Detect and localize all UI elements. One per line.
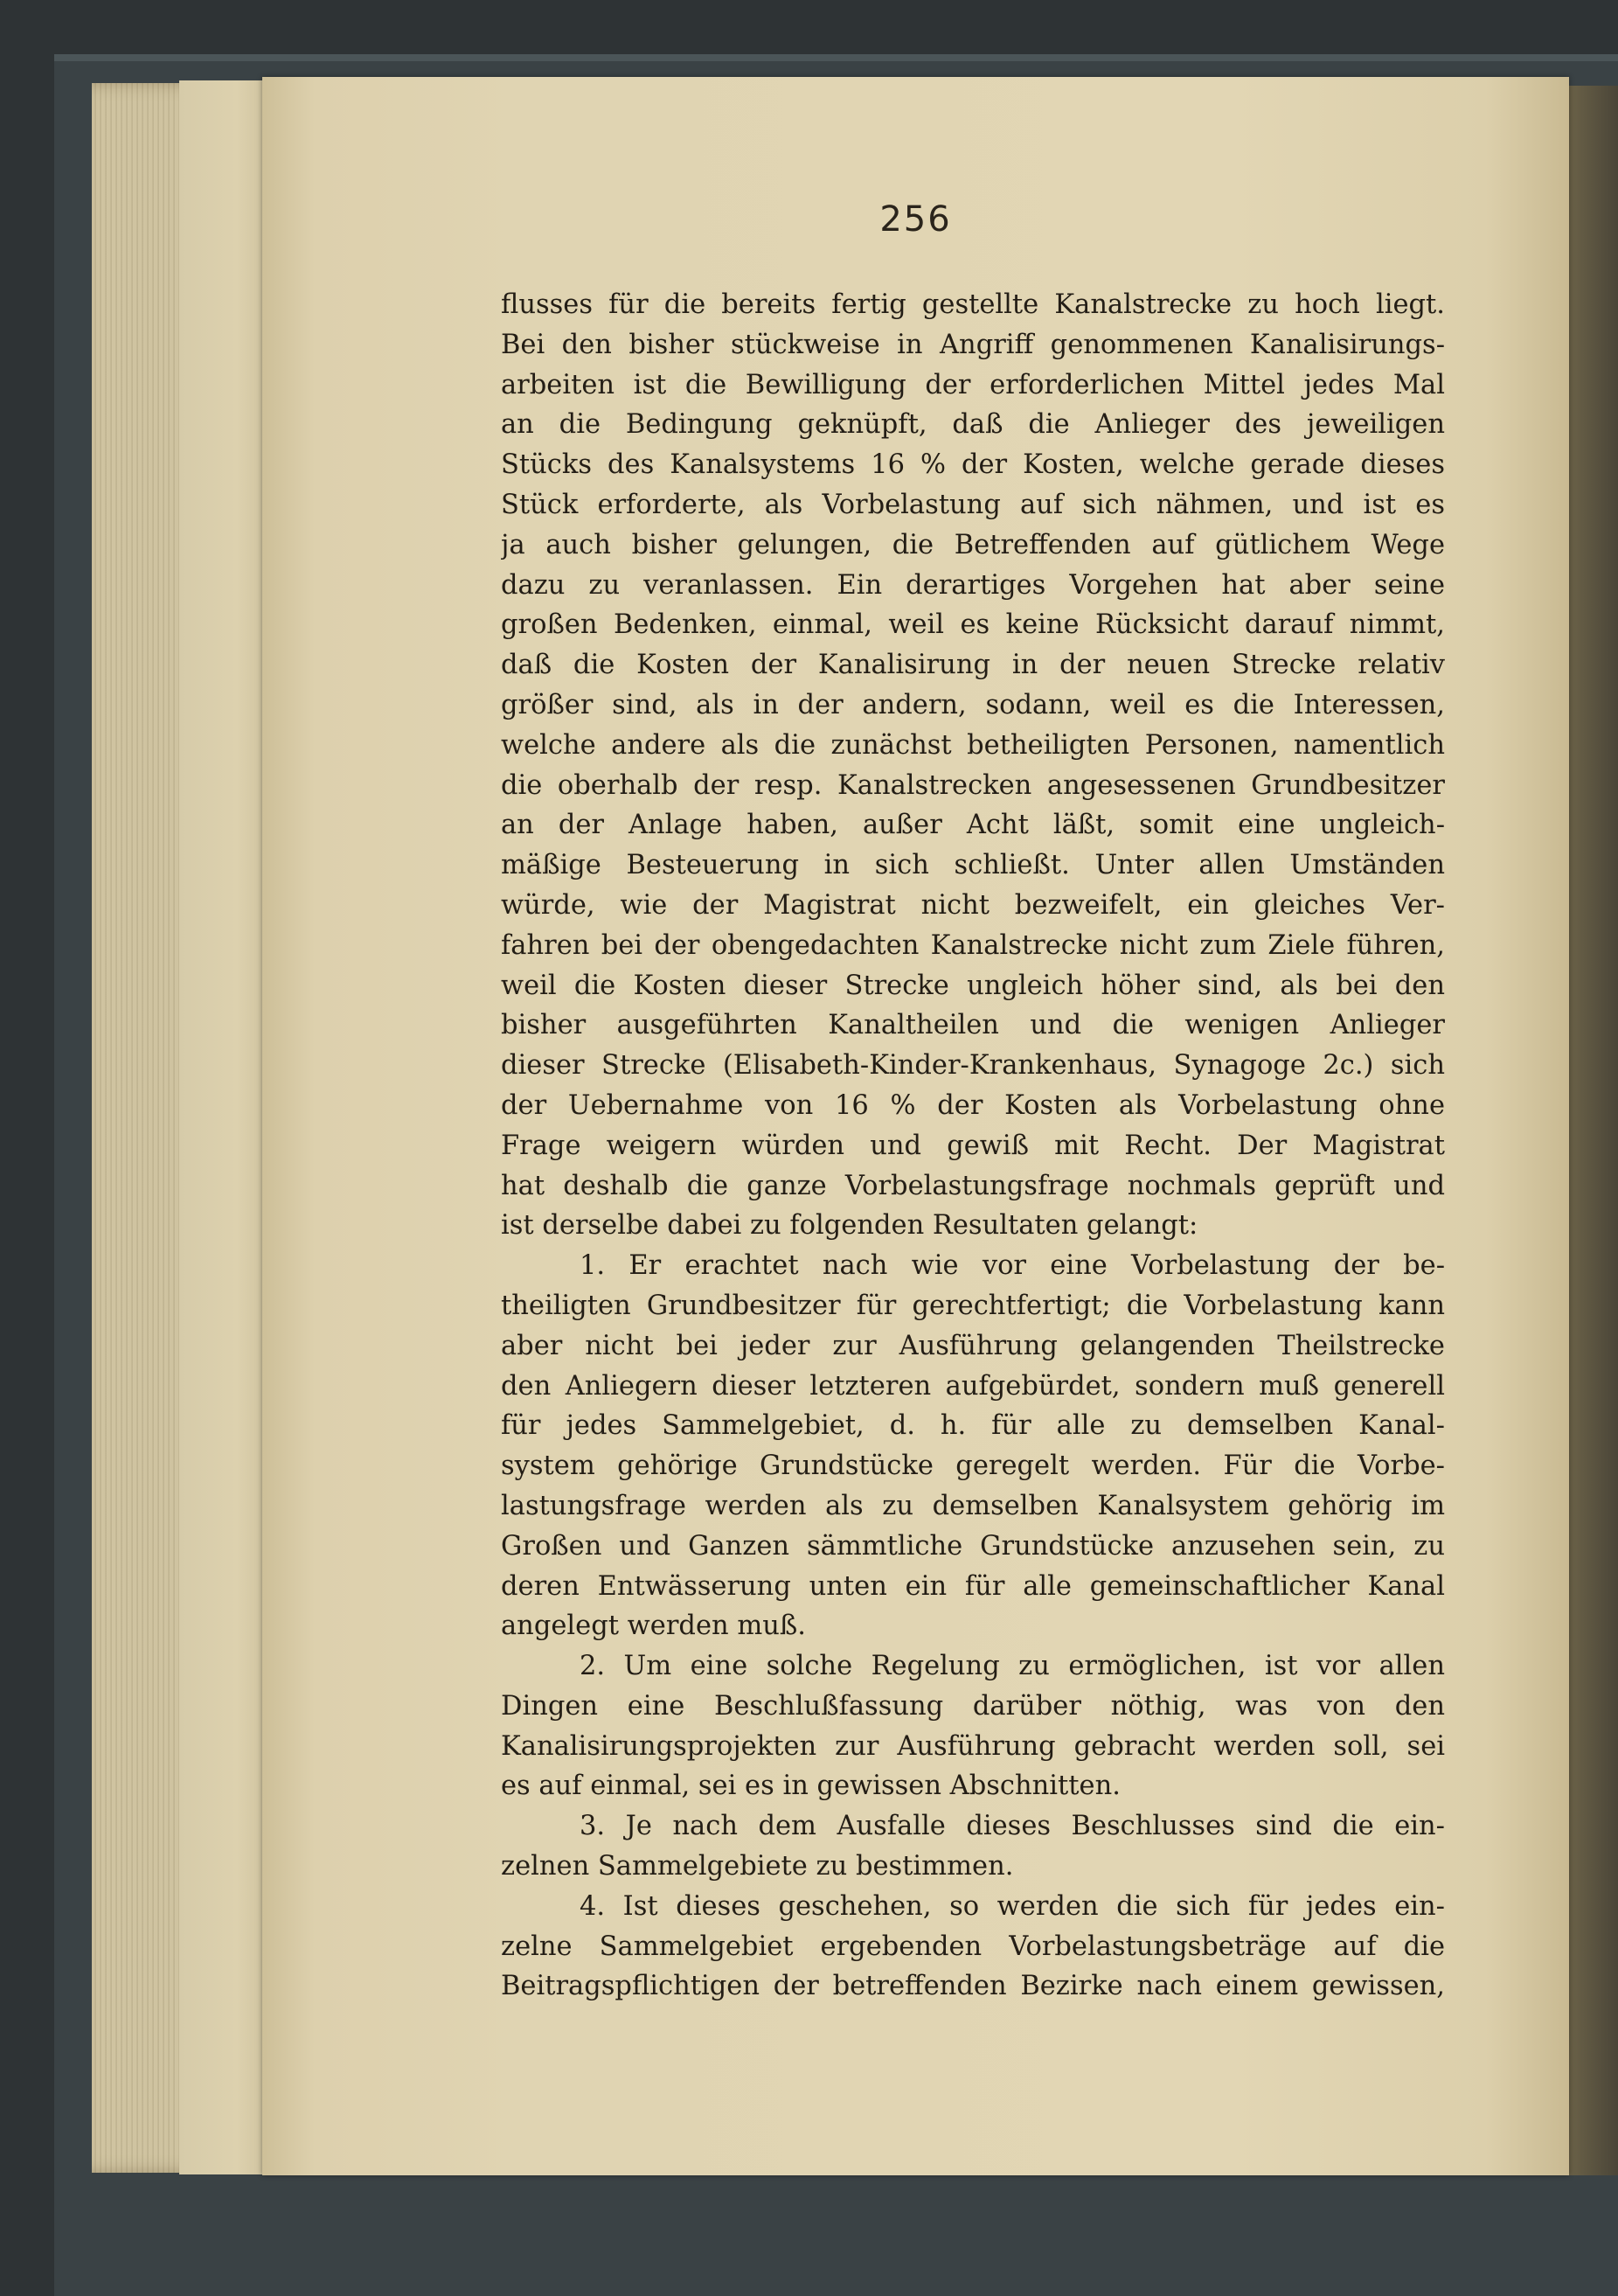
text-line: deren Entwässerung unten ein für alle gemeinschaftlicher Kanal bbox=[501, 1570, 1445, 1602]
text-line: 1. Er erachtet nach wie vor eine Vorbelastung der be- bbox=[580, 1250, 1445, 1282]
book-page bbox=[262, 77, 1569, 2175]
text-line: die oberhalb der resp. Kanalstrecken angesessenen Grundbesitzer bbox=[501, 769, 1445, 801]
text-line: den Anliegern dieser letzteren aufgebürdet, sondern muß generell bbox=[501, 1370, 1445, 1402]
text-line: mäßige Besteuerung in sich schließt. Unter allen Umständen bbox=[501, 850, 1445, 881]
page-number: 256 bbox=[879, 199, 952, 240]
text-line: zelne Sammelgebiet ergebenden Vorbelastungsbeträge auf die bbox=[501, 1931, 1445, 1962]
text-line: würde, wie der Magistrat nicht bezweifelt, ein gleiches Ver- bbox=[501, 889, 1445, 921]
text-line: aber nicht bei jeder zur Ausführung gelangenden Theilstrecke bbox=[501, 1330, 1445, 1361]
text-line: ja auch bisher gelungen, die Betreffenden auf gütlichem Wege bbox=[501, 529, 1445, 560]
text-line: größer sind, als in der andern, sodann, weil es die Interessen, bbox=[501, 689, 1445, 720]
text-line: system gehörige Grundstücke geregelt werden. Für die Vorbe- bbox=[501, 1451, 1445, 1482]
text-line: Bei den bisher stückweise in Angriff genommenen Kanalisirungs- bbox=[501, 329, 1445, 360]
text-line: an der Anlage haben, außer Acht läßt, somit eine ungleich- bbox=[501, 810, 1445, 841]
text-line: Stück erforderte, als Vorbelastung auf sich nähmen, und ist es bbox=[501, 489, 1445, 520]
text-line: ist derselbe dabei zu folgenden Resultaten gelangt: bbox=[501, 1210, 1198, 1242]
text-line: bisher ausgeführten Kanaltheilen und die wenigen Anlieger bbox=[501, 1010, 1445, 1041]
text-line: theiligten Grundbesitzer für gerechtfertigt; die Vorbelastung kann bbox=[501, 1290, 1445, 1321]
text-line: weil die Kosten dieser Strecke ungleich höher sind, als bei den bbox=[501, 970, 1445, 1001]
opposite-page-edge bbox=[1569, 86, 1618, 2175]
text-line: der Uebernahme von 16 % der Kosten als Vorbelastung ohne bbox=[501, 1089, 1445, 1121]
text-line: Beitragspflichtigen der betreffenden Bezirke nach einem gewissen, bbox=[501, 1971, 1445, 2002]
text-line: Stücks des Kanalsystems 16 % der Kosten, welche gerade dieses bbox=[501, 449, 1445, 481]
text-line: welche andere als die zunächst betheiligten Personen, namentlich bbox=[501, 729, 1445, 761]
text-line: fahren bei der obengedachten Kanalstrecke nicht zum Ziele führen, bbox=[501, 929, 1445, 961]
text-line: Großen und Ganzen sämmtliche Grundstücke anzusehen sein, zu bbox=[501, 1530, 1445, 1562]
text-line: für jedes Sammelgebiet, d. h. für alle zu demselben Kanal- bbox=[501, 1410, 1445, 1442]
text-line: dazu zu veranlassen. Ein derartiges Vorgehen hat aber seine bbox=[501, 569, 1445, 601]
text-line: hat deshalb die ganze Vorbelastungsfrage nochmals geprüft und bbox=[501, 1170, 1445, 1201]
text-line: großen Bedenken, einmal, weil es keine Rücksicht darauf nimmt, bbox=[501, 609, 1445, 641]
text-line: angelegt werden muß. bbox=[501, 1611, 806, 1642]
text-line: Frage weigern würden und gewiß mit Recht. Der Magistrat bbox=[501, 1130, 1445, 1161]
text-line: es auf einmal, sei es in gewissen Abschnitten. bbox=[501, 1771, 1121, 1802]
text-line: daß die Kosten der Kanalisirung in der neuen Strecke relativ bbox=[501, 650, 1445, 681]
text-line: 3. Je nach dem Ausfalle dieses Beschlusses sind die ein- bbox=[580, 1811, 1445, 1842]
text-line: an die Bedingung geknüpft, daß die Anlieger des jeweiligen bbox=[501, 409, 1445, 441]
text-line: zelnen Sammelgebiete zu bestimmen. bbox=[501, 1851, 1014, 1882]
text-line: dieser Strecke (Elisabeth-Kinder-Krankenhaus, Synagoge 2c.) sich bbox=[501, 1050, 1445, 1082]
text-line: lastungsfrage werden als zu demselben Kanalsystem gehörig im bbox=[501, 1490, 1445, 1521]
body-text bbox=[501, 285, 1445, 2007]
page-block-inner bbox=[179, 80, 275, 2174]
text-line: 2. Um eine solche Regelung zu ermöglichen, ist vor allen bbox=[580, 1651, 1445, 1682]
text-line: Dingen eine Beschlußfassung darüber nöthig, was von den bbox=[501, 1690, 1445, 1722]
text-line: flusses für die bereits fertig gestellte Kanalstrecke zu hoch liegt. bbox=[501, 289, 1445, 320]
text-line: arbeiten ist die Bewilligung der erforderlichen Mittel jedes Mal bbox=[501, 369, 1445, 400]
text-line: 4. Ist dieses geschehen, so werden die sich für jedes ein- bbox=[580, 1890, 1445, 1922]
text-line: Kanalisirungsprojekten zur Ausführung gebracht werden soll, sei bbox=[501, 1730, 1445, 1762]
